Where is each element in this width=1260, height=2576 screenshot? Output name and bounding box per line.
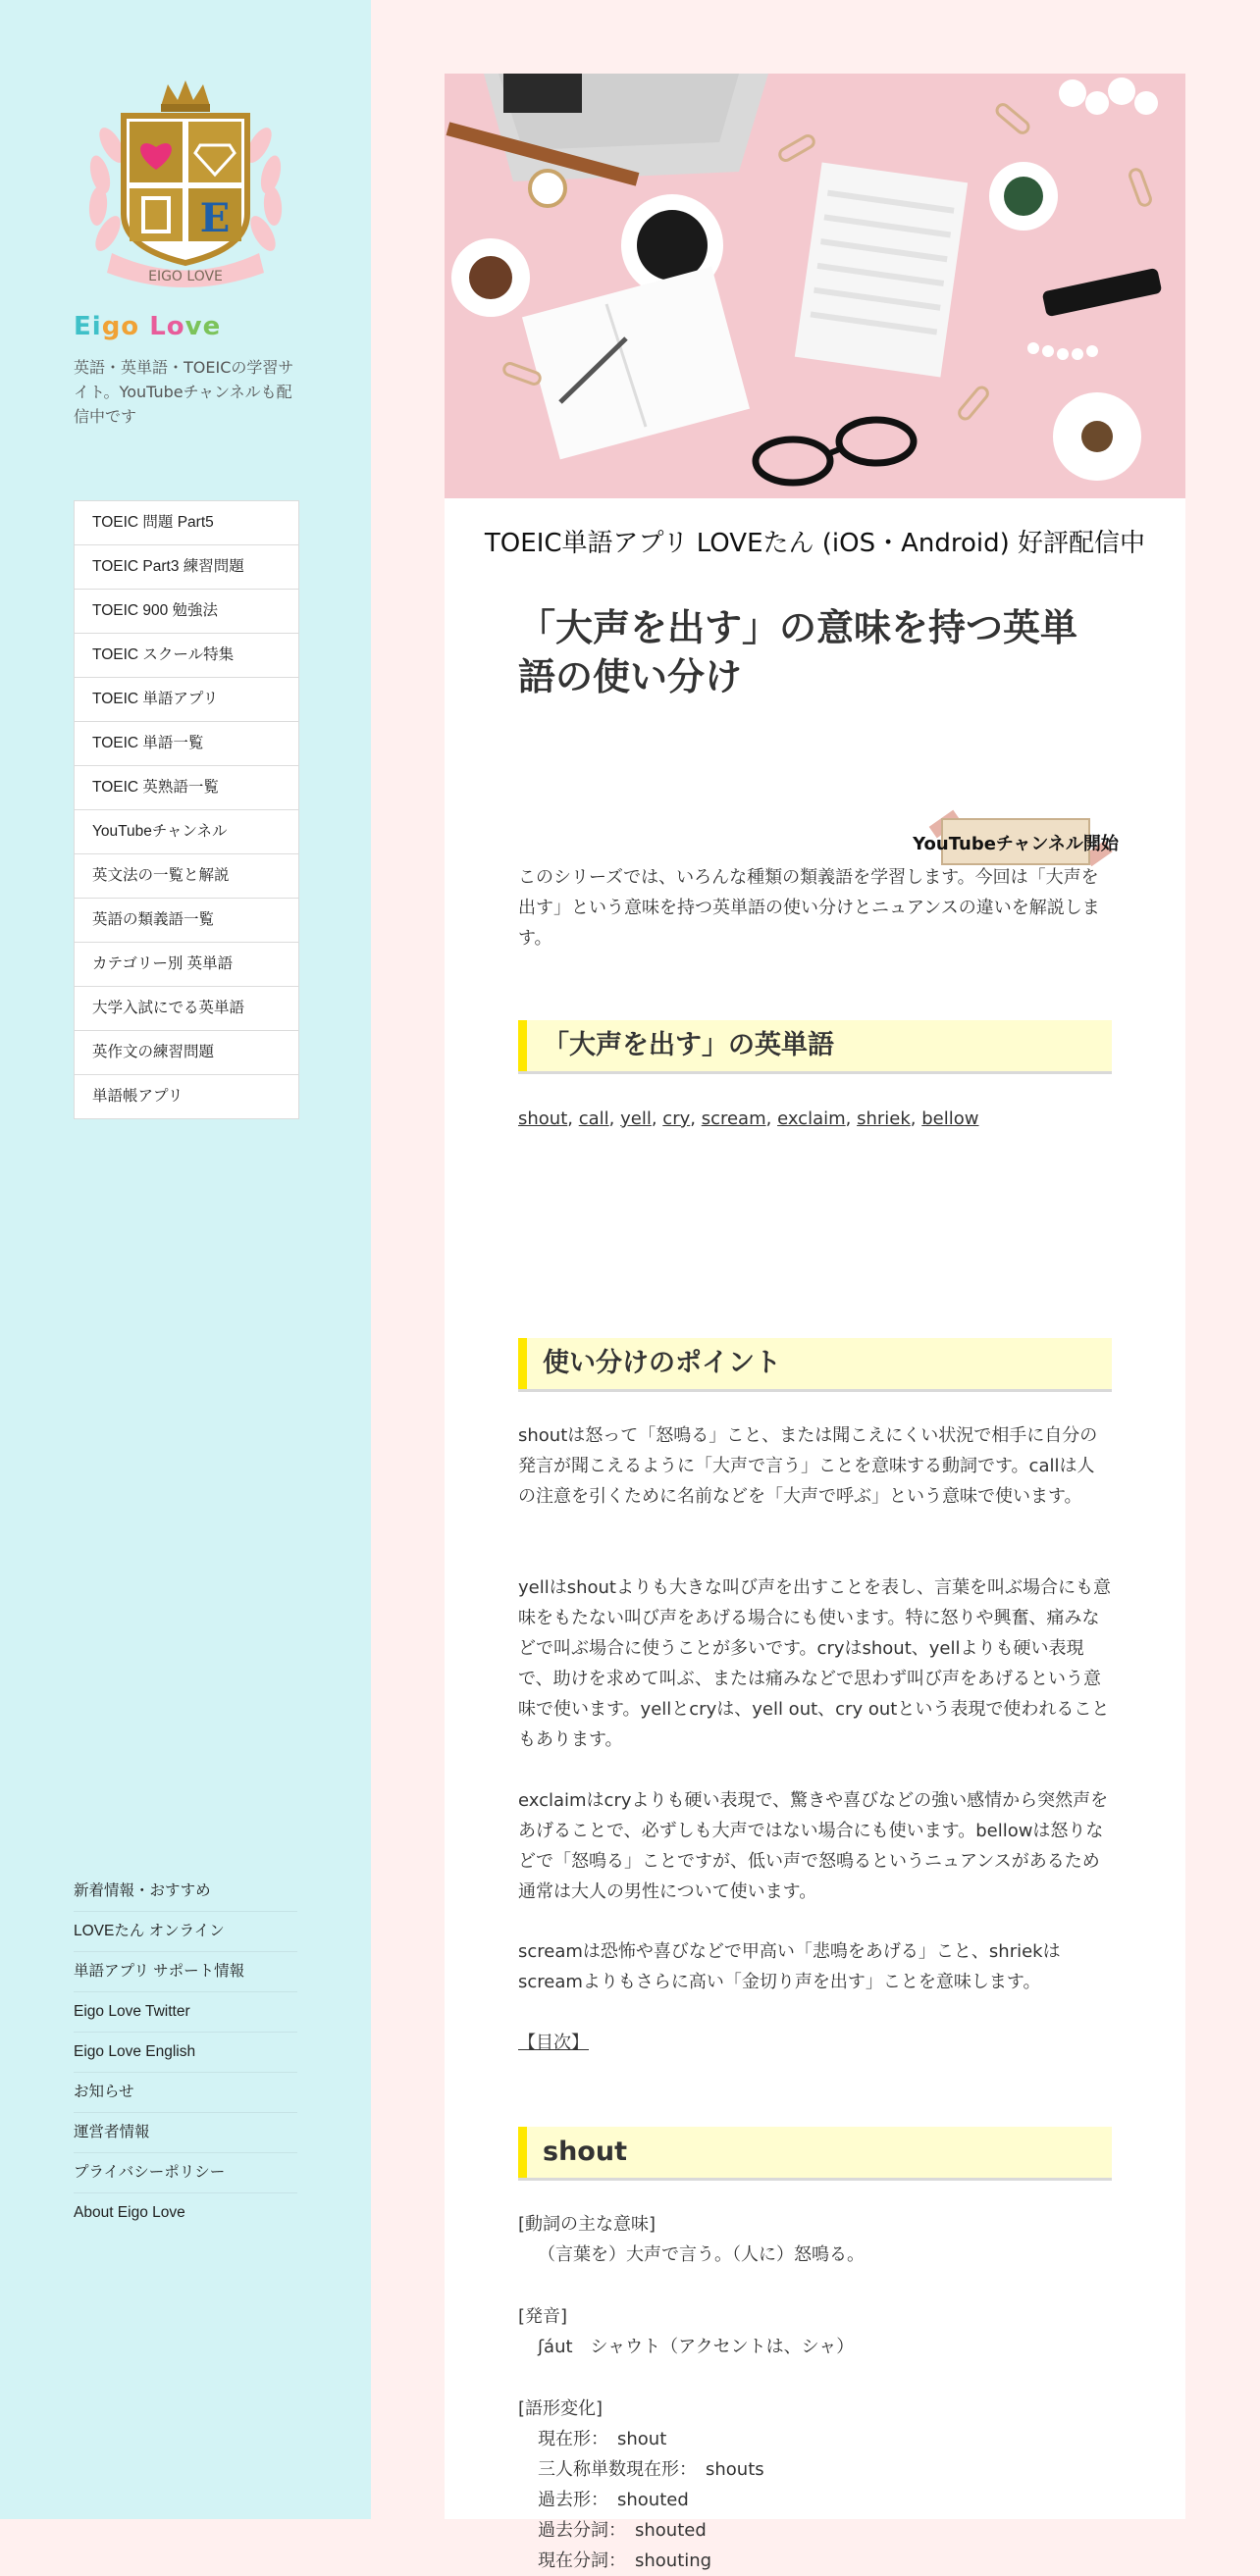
article: [445, 74, 1185, 2571]
form-item: 現在分詞： shouting: [538, 2550, 712, 2571]
site-logo[interactable]: [73, 77, 298, 292]
section-heading-shout: shout: [518, 2127, 1112, 2178]
site-title-part: ve: [184, 312, 222, 341]
pronunciation-text: ʃáut シャウト（アクセントは、シャ）: [538, 2337, 855, 2357]
menu-item[interactable]: 英語の類義語一覧: [75, 899, 298, 943]
word-link[interactable]: bellow: [921, 1108, 979, 1129]
menu-item[interactable]: TOEIC Part3 練習問題: [75, 545, 298, 590]
main-menu: [74, 500, 299, 1119]
youtube-channel-badge[interactable]: [913, 811, 1119, 868]
site-title[interactable]: [74, 312, 221, 341]
menu-item[interactable]: 英作文の練習問題: [75, 1031, 298, 1075]
word-link[interactable]: exclaim: [777, 1108, 846, 1129]
intro-paragraph: このシリーズでは、いろんな種類の類義語を学習します。今回は「大声を出す」という意味を持つ英単語の使い分けとニュアンスの違いを解説します。: [518, 867, 1100, 949]
footer-menu: [74, 1872, 297, 2233]
svg-text:E: E: [199, 195, 231, 241]
footer-menu-item[interactable]: Eigo Love English: [74, 2033, 297, 2073]
svg-text:YouTubeチャンネル開始: YouTubeチャンネル開始: [913, 834, 1119, 854]
footer-menu-item[interactable]: LOVEたん オンライン: [74, 1912, 297, 1952]
entry-content: [518, 603, 1119, 2571]
entry-title: 「大声を出す」の意味を持つ英単語の使い分け: [518, 606, 1078, 698]
menu-item[interactable]: YouTubeチャンネル: [75, 810, 298, 854]
footer-menu-item[interactable]: About Eigo Love: [74, 2204, 185, 2221]
paragraph: yellはshoutよりも大きな叫び声を出すことを表し、言葉を叫ぶ場合にも意味をもたない叫び声をあげる場合にも使います。特に怒りや興奮、痛みなどで叫ぶ場合に使うことが多いです。cryはshout、yellよりも硬い表現で、助けを求めて叫ぶ、または痛みなどで思わず叫び声をあげるという意味で使います。yellとcryは、yell out、cry outという表現で使われることもあります。: [518, 1577, 1111, 1750]
word-link-list: shout, call, yell, cry, scream, exclaim, shriek, bellow: [518, 1108, 979, 1129]
menu-item[interactable]: TOEIC 単語アプリ: [75, 678, 298, 722]
menu-item[interactable]: TOEIC スクール特集: [75, 634, 298, 678]
footer-menu-item[interactable]: 単語アプリ サポート情報: [74, 1952, 297, 1992]
menu-item[interactable]: カテゴリー別 英単語: [75, 943, 298, 987]
menu-item[interactable]: TOEIC 単語一覧: [75, 722, 298, 766]
footer-menu-item[interactable]: プライバシーポリシー: [74, 2153, 297, 2193]
hero-caption[interactable]: TOEIC単語アプリ LOVEたん (iOS・Android) 好評配信中: [484, 529, 1146, 558]
site-title-part: Lo: [149, 312, 185, 341]
word-link[interactable]: shout: [518, 1108, 568, 1129]
form-item: 現在形： shout: [538, 2429, 667, 2449]
hero-image[interactable]: [445, 74, 1185, 498]
word-link[interactable]: scream: [701, 1108, 766, 1129]
sidebar: [0, 0, 371, 2519]
site-title-part: go: [101, 312, 150, 341]
meaning-text: （言葉を）大声で言う。（人に）怒鳴る。: [538, 2244, 865, 2265]
site-title-part: Ei: [74, 312, 102, 341]
menu-item[interactable]: 大学入試にでる英単語: [75, 987, 298, 1031]
footer-menu-item[interactable]: 新着情報・おすすめ: [74, 1872, 297, 1912]
menu-item[interactable]: 単語帳アプリ: [92, 1088, 184, 1105]
form-item: 過去形： shouted: [538, 2490, 689, 2510]
word-link[interactable]: shriek: [857, 1108, 911, 1129]
form-item: 三人称単数現在形： shouts: [538, 2459, 764, 2480]
footer-menu-item[interactable]: Eigo Love Twitter: [74, 1992, 297, 2033]
section-heading-words: 「大声を出す」の英単語: [518, 1020, 1112, 1071]
form-item: 過去分詞： shouted: [538, 2520, 707, 2541]
footer-menu-item[interactable]: お知らせ: [74, 2073, 297, 2113]
menu-item[interactable]: TOEIC 900 勉強法: [75, 590, 298, 634]
paragraph: exclaimはcryよりも硬い表現で、驚きや喜びなどの強い感情から突然声をあげることで、必ずしも大声ではない場合にも使います。bellowは怒りなどで「怒鳴る」ことですが、低い声で怒鳴るというニュアンスがあるため通常は大人の男性について使います。: [518, 1790, 1109, 1902]
paragraph: shoutは怒って「怒鳴る」こと、または聞こえにくい状況で相手に自分の発言が聞こえるように「大声で言う」ことを意味する動詞です。callは人の注意を引くために名前などを「大声で呼ぶ」という意味で使います。: [518, 1425, 1098, 1507]
forms-label: [語形変化]: [518, 2398, 604, 2419]
word-link[interactable]: yell: [620, 1108, 652, 1129]
meaning-label: [動詞の主な意味]: [518, 2214, 656, 2235]
word-link[interactable]: call: [578, 1108, 609, 1129]
toc-link[interactable]: 【目次】: [518, 2033, 589, 2053]
word-link[interactable]: cry: [662, 1108, 691, 1129]
svg-text:EIGO LOVE: EIGO LOVE: [148, 269, 223, 284]
menu-item[interactable]: 英文法の一覧と解説: [75, 854, 298, 899]
footer-menu-item[interactable]: 運営者情報: [74, 2113, 297, 2153]
menu-item[interactable]: TOEIC 問題 Part5: [75, 501, 298, 545]
site-description: 英語・英単語・TOEICの学習サイト。YouTubeチャンネルも配信中です: [74, 358, 294, 426]
menu-item[interactable]: TOEIC 英熟語一覧: [75, 766, 298, 810]
pronunciation-label: [発音]: [518, 2306, 568, 2327]
paragraph: screamは恐怖や喜びなどで甲高い「悲鳴をあげる」こと、shriekはscreamよりもさらに高い「金切り声を出す」ことを意味します。: [518, 1941, 1061, 1992]
section-heading-points: 使い分けのポイント: [518, 1338, 1112, 1389]
